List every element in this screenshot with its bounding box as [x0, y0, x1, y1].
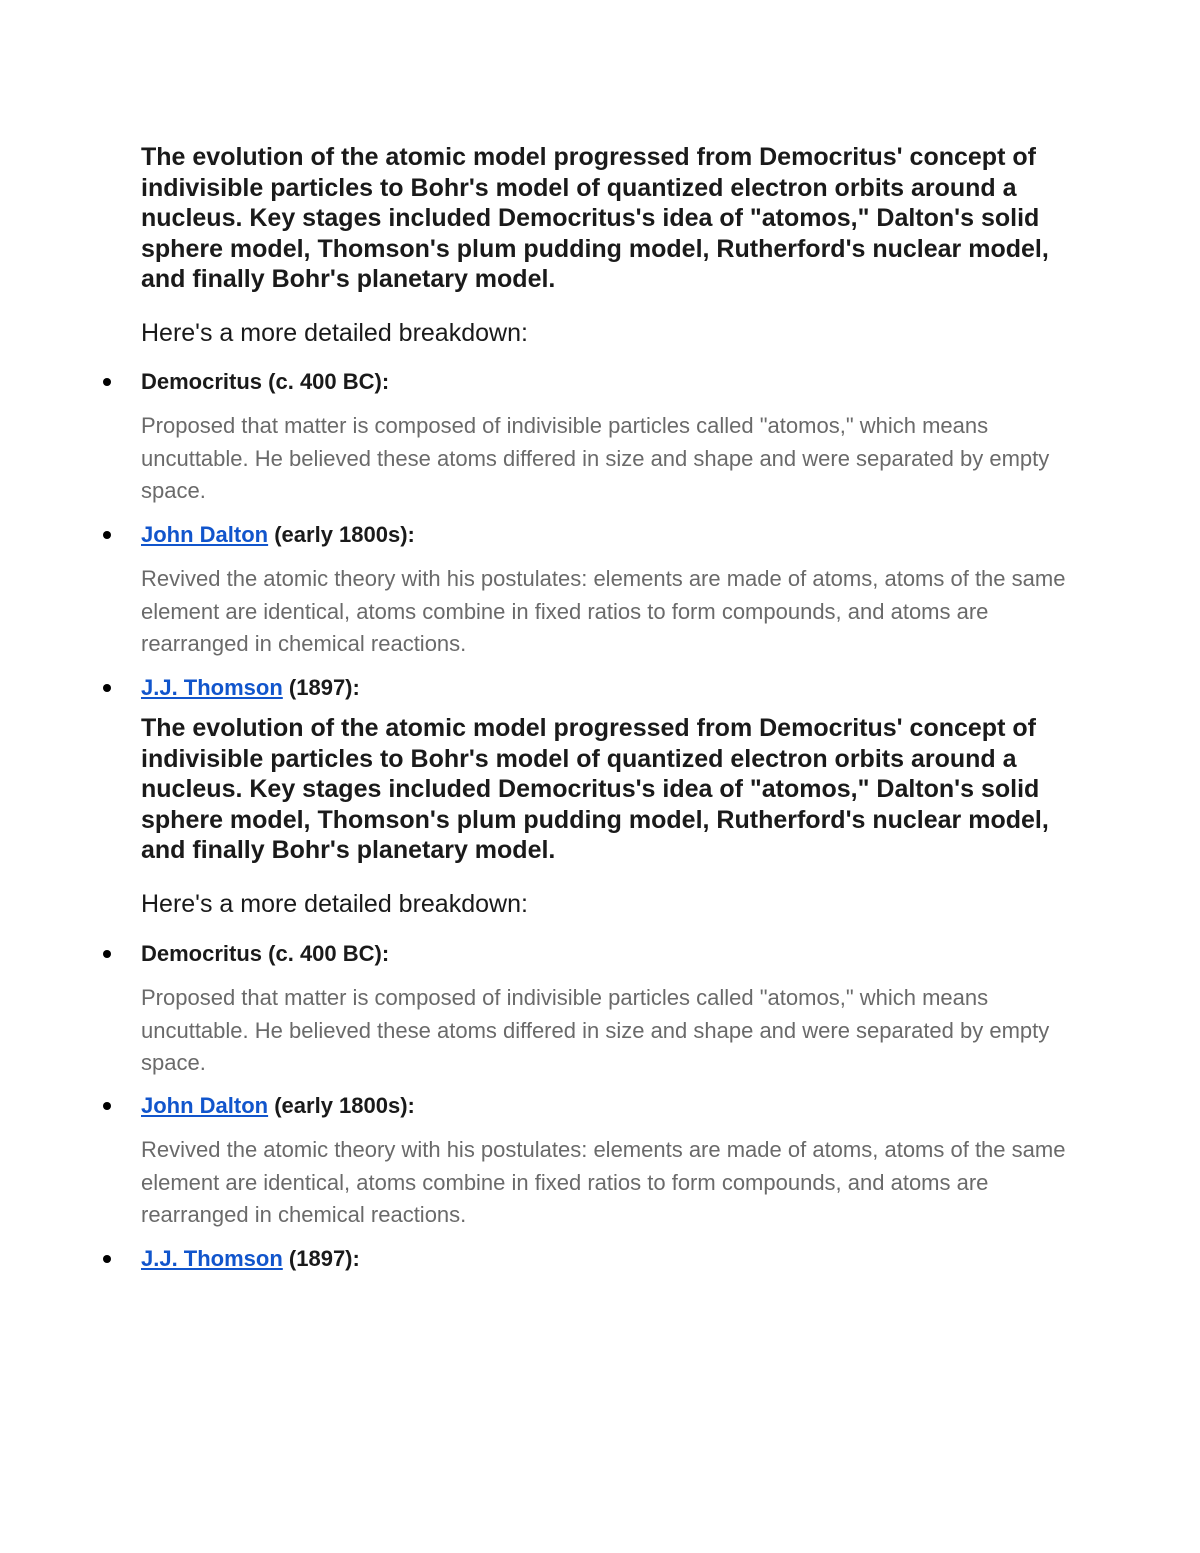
breakdown-heading: Here's a more detailed breakdown: [141, 890, 528, 918]
list-item-dalton [0, 522, 1200, 552]
bullet-icon [103, 1255, 111, 1263]
jj-thomson-link[interactable]: J.J. Thomson [141, 1246, 283, 1271]
list-item-thomson [0, 1246, 1200, 1276]
dalton-description: Revived the atomic theory with his postulates: elements are made of atoms, atoms of the same element are identical, atoms combine in fixed ratios to form compounds, and atoms are rearranged in chemical reactions. [141, 1137, 1066, 1227]
list-item-title [141, 369, 389, 395]
list-item-democritus [0, 941, 1200, 971]
bullet-icon [103, 1102, 111, 1110]
democritus-description: Proposed that matter is composed of indivisible particles called "atomos," which means uncuttable. He believed these atoms differed in size and shape and were separated by empty space. [141, 413, 1050, 503]
bullet-icon [103, 950, 111, 958]
person-name: Democritus [141, 941, 263, 966]
date-label: (1897): [282, 675, 360, 700]
list-item-democritus [0, 369, 1200, 399]
bullet-icon [103, 378, 111, 386]
intro-paragraph: The evolution of the atomic model progressed from Democritus' concept of indivisible particles to Bohr's model of quantized electron orbits around a nucleus. Key stages included Democritus's idea of "atomos," Dalton's solid sphere model, Thomson's plum pudding model, Rutherford's nuclear model, and finally Bohr's planetary model. [141, 714, 1049, 864]
list-item-dalton [0, 1093, 1200, 1123]
dalton-description: Revived the atomic theory with his postulates: elements are made of atoms, atoms of the same element are identical, atoms combine in fixed ratios to form compounds, and atoms are rearranged in chemical reactions. [141, 566, 1066, 656]
intro-paragraph: The evolution of the atomic model progressed from Democritus' concept of indivisible particles to Bohr's model of quantized electron orbits around a nucleus. Key stages included Democritus's idea of "atomos," Dalton's solid sphere model, Thomson's plum pudding model, Rutherford's nuclear model, and finally Bohr's planetary model. [141, 143, 1049, 293]
list-item-title [141, 522, 415, 548]
bullet-icon [103, 684, 111, 692]
jj-thomson-link[interactable]: J.J. Thomson [141, 675, 283, 700]
list-item-title [141, 941, 389, 967]
date-label: (c. 400 BC): [262, 369, 390, 394]
date-label: (1897): [282, 1246, 360, 1271]
democritus-description: Proposed that matter is composed of indivisible particles called "atomos," which means uncuttable. He believed these atoms differed in size and shape and were separated by empty space. [141, 985, 1050, 1075]
john-dalton-link[interactable]: John Dalton [141, 1093, 269, 1118]
list-item-thomson [0, 675, 1200, 705]
date-label: (c. 400 BC): [262, 941, 390, 966]
date-label: (early 1800s): [268, 1093, 415, 1118]
bullet-icon [103, 531, 111, 539]
list-item-title [141, 675, 360, 701]
list-item-title [141, 1246, 360, 1272]
john-dalton-link[interactable]: John Dalton [141, 522, 269, 547]
date-label: (early 1800s): [268, 522, 415, 547]
person-name: Democritus [141, 369, 263, 394]
list-item-title [141, 1093, 415, 1119]
breakdown-heading: Here's a more detailed breakdown: [141, 319, 528, 347]
